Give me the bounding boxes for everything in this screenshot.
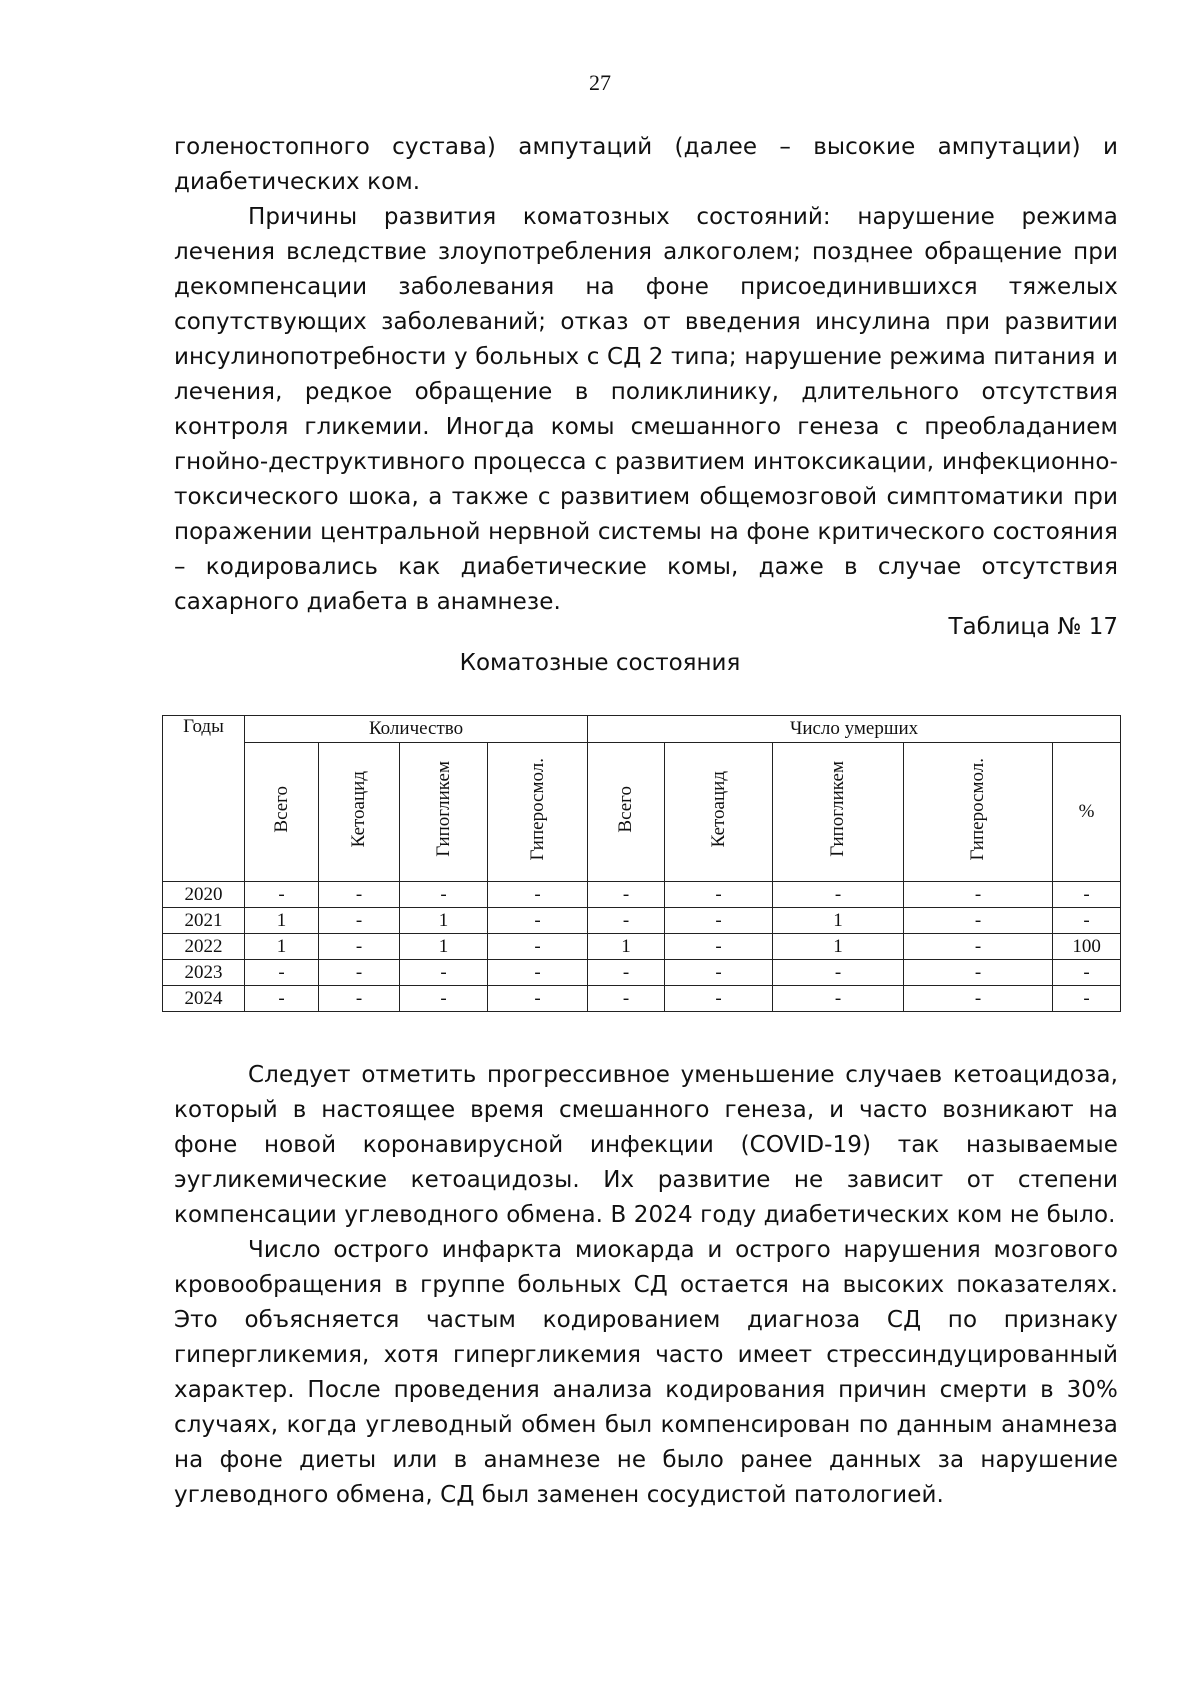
year-cell: 2022 <box>163 934 245 960</box>
table-cell: - <box>400 882 488 908</box>
table-title: Коматозные состояния <box>459 650 741 676</box>
table-cell: - <box>588 882 665 908</box>
page-number: 27 <box>589 70 611 95</box>
header-quantity-total: Всего <box>245 743 319 882</box>
header-quantity-hypoglycemic: Гипогликем <box>400 743 488 882</box>
table-cell: - <box>245 882 319 908</box>
year-cell: 2020 <box>163 882 245 908</box>
table-cell: - <box>773 960 904 986</box>
table-header-row <box>163 716 1121 743</box>
table-cell: 1 <box>773 934 904 960</box>
header-deaths-percent: % <box>1053 743 1121 882</box>
paragraph: Число острого инфаркта миокарда и острого нарушения мозгового кровообращения в группе больных СД остается на высоких показателях. Это объясняется частым кодированием диагноза СД по признаку гипергликемия, хотя гипергликемия часто имеет стрессиндуцированный характер. После проведения анализа кодирования причин смерти в 30% случаях, когда углеводный обмен был компенсирован по данным анамнеза на фоне диеты или в анамнезе не было ранее данных за нарушение углеводного обмена, СД был заменен сосудистой патологией. <box>174 1237 1118 1508</box>
table-cell: 1 <box>773 908 904 934</box>
table-cell: - <box>488 908 588 934</box>
table-cell: - <box>904 882 1053 908</box>
table-row <box>163 960 1121 986</box>
table-cell: - <box>1053 960 1121 986</box>
table-cell: - <box>904 908 1053 934</box>
table-cell: - <box>588 908 665 934</box>
header-quantity-hyperosmolar: Гиперосмол. <box>488 743 588 882</box>
table-cell: - <box>773 986 904 1012</box>
table-cell: - <box>400 960 488 986</box>
table-cell: - <box>319 986 400 1012</box>
comatose-states-table <box>162 715 1121 1012</box>
table-cell: - <box>773 882 904 908</box>
header-deaths-hypoglycemic: Гипогликем <box>773 743 904 882</box>
table-cell: 1 <box>588 934 665 960</box>
table-cell: - <box>319 882 400 908</box>
table-cell: - <box>904 986 1053 1012</box>
text-block-bottom <box>174 1058 1118 1513</box>
table-cell: - <box>588 960 665 986</box>
table-row <box>163 934 1121 960</box>
header-quantity-ketoacid: Кетоацид <box>319 743 400 882</box>
table-row <box>163 986 1121 1012</box>
table-cell: 1 <box>245 908 319 934</box>
table-cell: - <box>488 986 588 1012</box>
header-deaths-hyperosmolar: Гиперосмол. <box>904 743 1053 882</box>
table-cell: - <box>665 960 773 986</box>
table-cell: - <box>1053 986 1121 1012</box>
table-cell: 100 <box>1053 934 1121 960</box>
table-cell: - <box>319 908 400 934</box>
table-cell: - <box>665 986 773 1012</box>
table-cell: 1 <box>400 934 488 960</box>
table-cell: - <box>665 882 773 908</box>
text-block-top <box>174 130 1118 620</box>
table-cell: - <box>904 960 1053 986</box>
table-cell: - <box>319 934 400 960</box>
header-deaths-total: Всего <box>588 743 665 882</box>
table-cell: 1 <box>400 908 488 934</box>
table-cell: - <box>245 986 319 1012</box>
table-cell: - <box>319 960 400 986</box>
table-cell: - <box>488 882 588 908</box>
table-cell: - <box>400 986 488 1012</box>
table-subheader-row <box>163 743 1121 882</box>
table-number-label: Таблица № 17 <box>948 614 1118 640</box>
table-cell: - <box>488 960 588 986</box>
table-cell: - <box>665 908 773 934</box>
header-quantity-group: Количество <box>245 716 588 743</box>
table-row <box>163 908 1121 934</box>
year-cell: 2023 <box>163 960 245 986</box>
table-cell: - <box>904 934 1053 960</box>
paragraph: Причины развития коматозных состояний: нарушение режима лечения вследствие злоупотребления алкоголем; позднее обращение при декомпенсации заболевания на фоне присоединившихся тяжелых сопутствующих заболеваний; отказ от введения инсулина при развитии инсулинопотребности у больных с СД 2 типа; нарушение режима питания и лечения, редкое обращение в поликлинику, длительного отсутствия контроля гликемии. Иногда комы смешанного генеза с преобладанием гнойно-деструктивного процесса с развитием интоксикации, инфекционно-токсического шока, а также с развитием общемозговой симптоматики при поражении центральной нервной системы на фоне критического состояния – кодировались как диабетические комы, даже в случае отсутствия сахарного диабета в анамнезе. <box>174 204 1118 615</box>
table-cell: - <box>1053 908 1121 934</box>
year-cell: 2021 <box>163 908 245 934</box>
table-cell: - <box>245 960 319 986</box>
table-row <box>163 882 1121 908</box>
paragraph: Следует отметить прогрессивное уменьшение случаев кетоацидоза, который в настоящее время смешанного генеза, и часто возникают на фоне новой коронавирусной инфекции (COVID-19) так называемые эугликемические кетоацидозы. Их развитие не зависит от степени компенсации углеводного обмена. В 2024 году диабетических ком не было. <box>174 1062 1118 1228</box>
table-cell: - <box>665 934 773 960</box>
header-years: Годы <box>163 716 245 882</box>
header-deaths-ketoacid: Кетоацид <box>665 743 773 882</box>
paragraph: голеностопного сустава) ампутаций (далее – высокие ампутации) и диабетических ком. <box>174 134 1118 195</box>
header-deaths-group: Число умерших <box>588 716 1121 743</box>
table-cell: - <box>588 986 665 1012</box>
year-cell: 2024 <box>163 986 245 1012</box>
table-cell: - <box>488 934 588 960</box>
table-cell: - <box>1053 882 1121 908</box>
table-cell: 1 <box>245 934 319 960</box>
